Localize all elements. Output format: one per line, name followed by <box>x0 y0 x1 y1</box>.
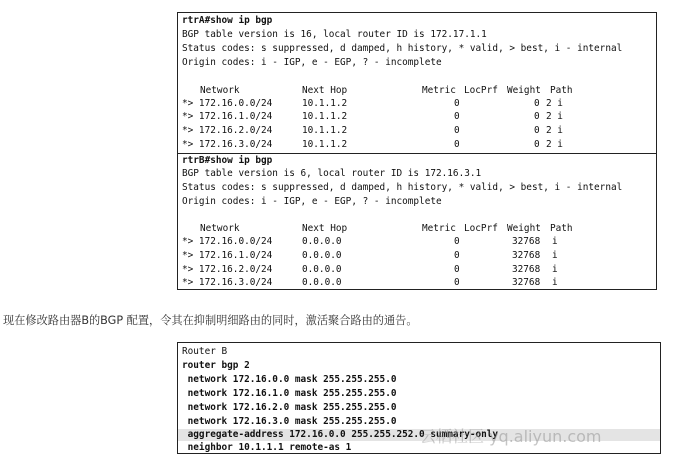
route-metric: 0 <box>454 250 460 261</box>
header-path: Path <box>550 223 573 234</box>
config-line: network 172.16.0.0 mask 255.255.255.0 <box>182 374 397 385</box>
header-locprf: LocPrf <box>464 85 498 96</box>
route-metric: 0 <box>454 111 460 122</box>
config-line: network 172.16.1.0 mask 255.255.255.0 <box>182 388 397 399</box>
route-weight: 32768 <box>512 277 541 288</box>
route-weight: 32768 <box>512 250 541 261</box>
header-weight: Weight <box>507 85 541 96</box>
route-metric: 0 <box>454 236 460 247</box>
rtrb-bgp-output-block <box>177 153 657 290</box>
config-line: network 172.16.3.0 mask 255.255.255.0 <box>182 416 397 427</box>
route-weight: 0 <box>534 98 540 109</box>
rtra-version-line: BGP table version is 16, local router ID is 172.17.1.1 <box>182 29 487 40</box>
rtra-status-line: Status codes: s suppressed, d damped, h history, * valid, > best, i - internal <box>182 43 623 54</box>
route-weight: 32768 <box>512 236 541 247</box>
route-weight: 32768 <box>512 264 541 275</box>
route-next-hop: 10.1.1.2 <box>302 98 348 109</box>
rtrb-status-line: Status codes: s suppressed, d damped, h history, * valid, > best, i - internal <box>182 182 623 193</box>
config-line: network 172.16.2.0 mask 255.255.255.0 <box>182 402 397 413</box>
table-row <box>182 111 652 123</box>
route-metric: 0 <box>454 98 460 109</box>
route-weight: 0 <box>534 125 540 136</box>
route-metric: 0 <box>454 277 460 288</box>
route-path: 2 i <box>546 125 563 136</box>
route-weight: 0 <box>534 139 540 150</box>
header-weight: Weight <box>507 223 541 234</box>
config-line: router bgp 2 <box>182 360 250 371</box>
table-row <box>182 98 652 110</box>
route-weight: 0 <box>534 111 540 122</box>
route-path: 2 i <box>546 111 563 122</box>
config-line: neighbor 10.1.1.1 remote-as 1 <box>182 442 352 453</box>
header-next-hop: Next Hop <box>302 85 348 96</box>
route-network: *> 172.16.3.0/24 <box>182 139 273 150</box>
route-next-hop: 0.0.0.0 <box>302 250 342 261</box>
header-network: Network <box>200 223 240 234</box>
route-next-hop: 0.0.0.0 <box>302 277 342 288</box>
header-locprf: LocPrf <box>464 223 498 234</box>
route-path: 2 i <box>546 139 563 150</box>
route-network: *> 172.16.2.0/24 <box>182 125 273 136</box>
header-path: Path <box>550 85 573 96</box>
route-path: i <box>552 236 558 247</box>
header-metric: Metric <box>422 223 456 234</box>
header-network: Network <box>200 85 240 96</box>
route-next-hop: 0.0.0.0 <box>302 236 342 247</box>
rtrb-table-header <box>182 223 652 235</box>
watermark: 云栖社区 yq.aliyun.com <box>420 427 602 446</box>
route-network: *> 172.16.1.0/24 <box>182 111 273 122</box>
route-metric: 0 <box>454 139 460 150</box>
route-path: i <box>552 250 558 261</box>
table-row <box>182 250 652 262</box>
config-line-highlighted: aggregate-address 172.16.0.0 255.255.252.0 summary-only <box>178 429 660 441</box>
table-row <box>182 125 652 137</box>
route-network: *> 172.16.0.0/24 <box>182 98 273 109</box>
rtrb-prompt: rtrB#show ip bgp <box>182 155 273 166</box>
rtrb-version-line: BGP table version is 6, local router ID is 172.16.3.1 <box>182 168 482 179</box>
body-paragraph: 现在修改路由器B的BGP 配置，令其在抑制明细路由的同时，激活聚合路由的通告。 <box>3 314 418 327</box>
route-path: 2 i <box>546 98 563 109</box>
route-path: i <box>552 264 558 275</box>
table-row <box>182 264 652 276</box>
config-line: Router B <box>182 346 228 357</box>
route-metric: 0 <box>454 125 460 136</box>
rtra-prompt: rtrA#show ip bgp <box>182 15 273 26</box>
route-metric: 0 <box>454 264 460 275</box>
rtrb-origin-line: Origin codes: i - IGP, e - EGP, ? - incomplete <box>182 196 442 207</box>
route-network: *> 172.16.1.0/24 <box>182 250 273 261</box>
table-row <box>182 277 652 289</box>
header-next-hop: Next Hop <box>302 223 348 234</box>
route-next-hop: 10.1.1.2 <box>302 125 348 136</box>
route-path: i <box>552 277 558 288</box>
rtra-bgp-output-block <box>177 12 657 155</box>
rtra-origin-line: Origin codes: i - IGP, e - EGP, ? - incomplete <box>182 57 442 68</box>
route-network: *> 172.16.2.0/24 <box>182 264 273 275</box>
route-network: *> 172.16.3.0/24 <box>182 277 273 288</box>
route-next-hop: 10.1.1.2 <box>302 139 348 150</box>
route-network: *> 172.16.0.0/24 <box>182 236 273 247</box>
header-metric: Metric <box>422 85 456 96</box>
route-next-hop: 10.1.1.2 <box>302 111 348 122</box>
rtra-table-header <box>182 85 652 97</box>
table-row <box>182 236 652 248</box>
table-row <box>182 139 652 151</box>
route-next-hop: 0.0.0.0 <box>302 264 342 275</box>
